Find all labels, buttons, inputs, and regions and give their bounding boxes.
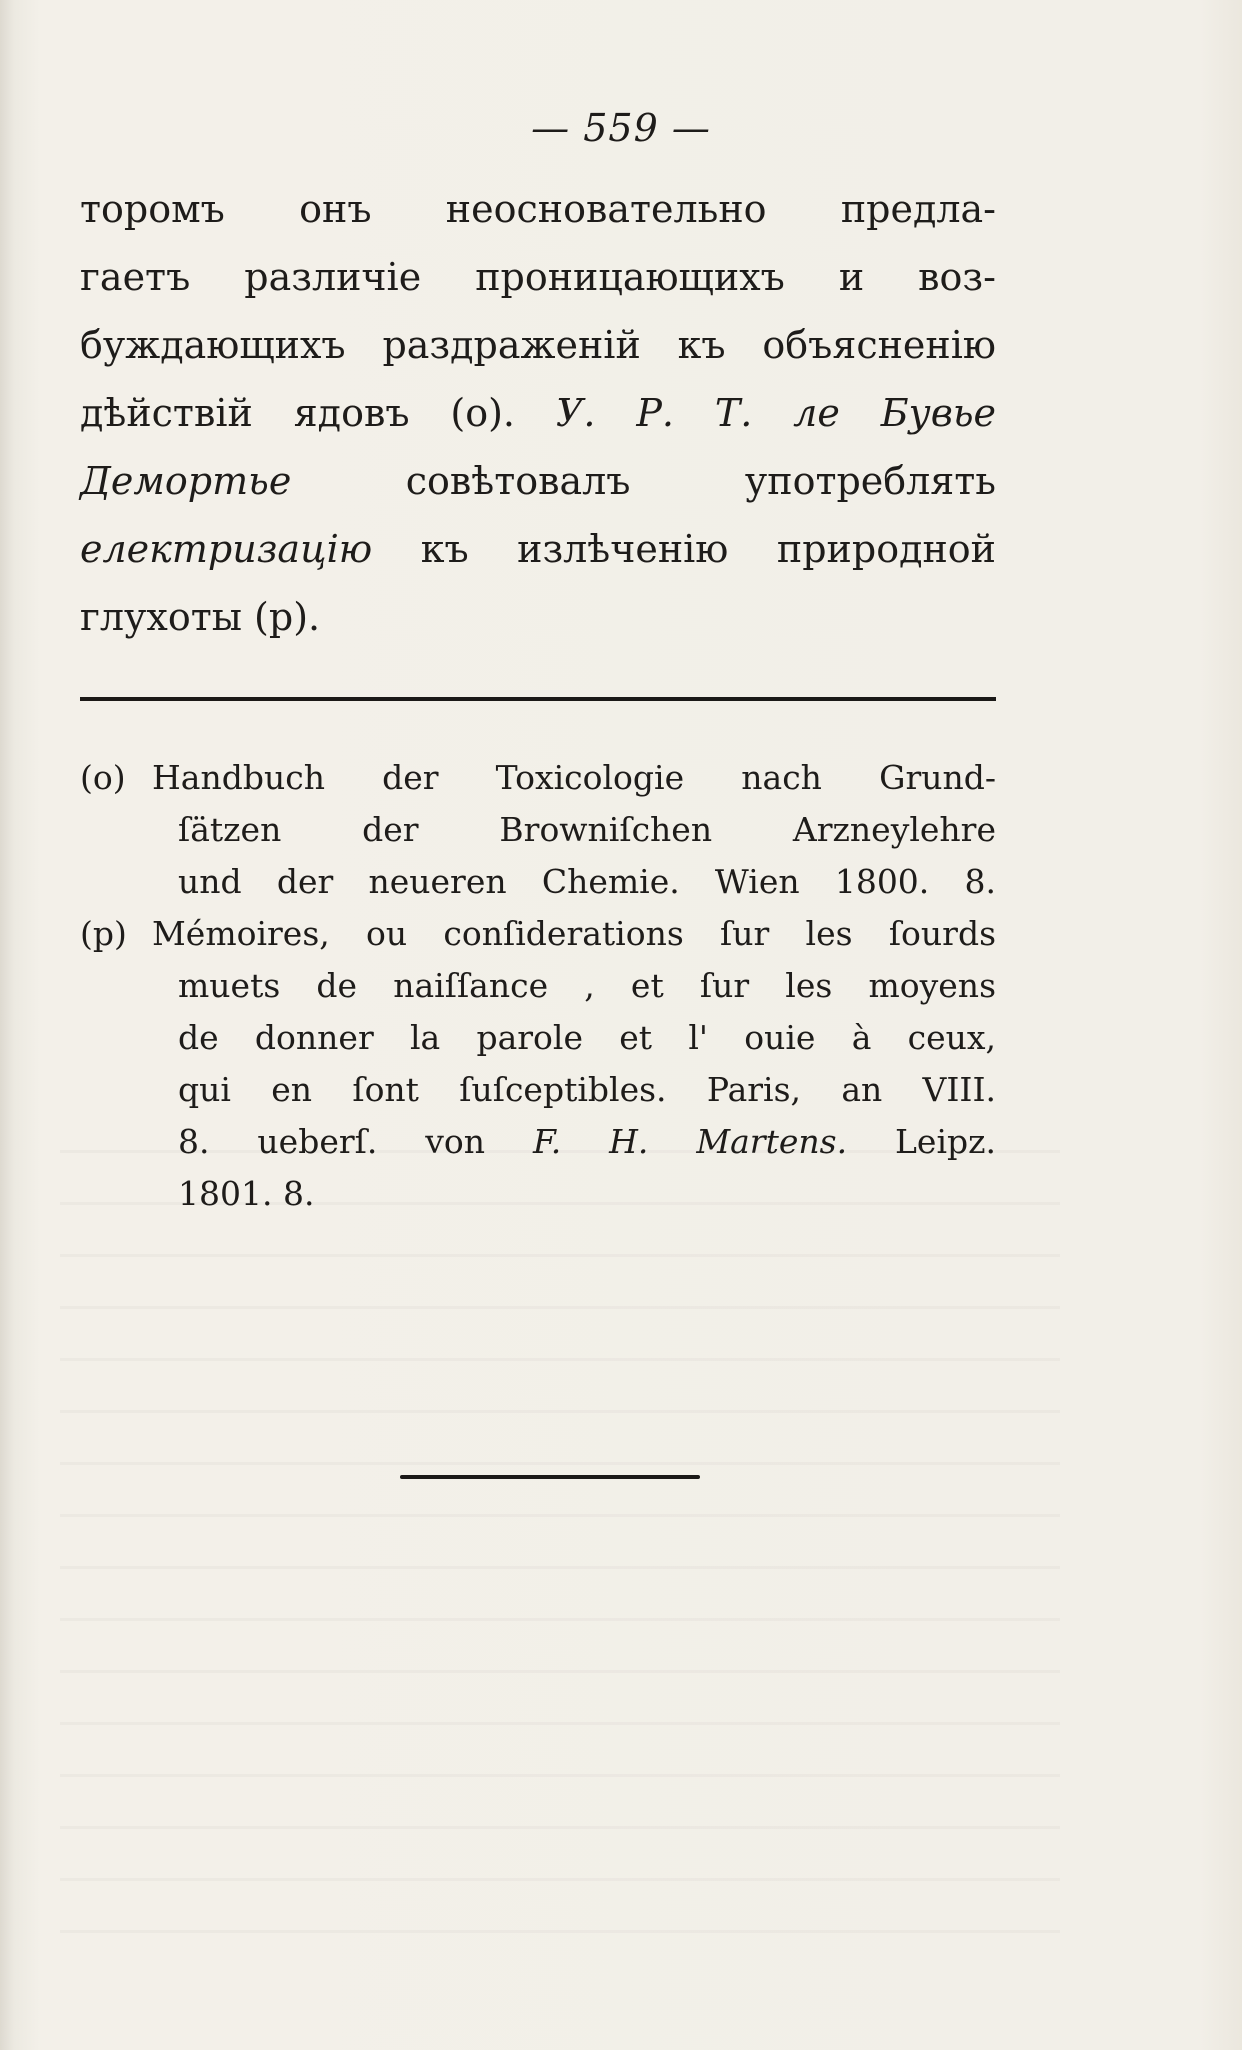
footnote-p-line-4: qui en ſont ſuſceptibles. Paris, an VIII. (178, 1070, 996, 1109)
text-line-6 (80, 515, 996, 583)
footnote-o-line-1 (80, 752, 996, 804)
text-line-7: глухоты (р). (80, 595, 321, 639)
text-line-4-author: У. Р. Т. ле Бувье (555, 391, 997, 435)
footnote-o-text-1: Handbuch der Toxicologie nach Grund- (152, 758, 996, 797)
page-number: — 559 — (531, 106, 711, 150)
text-line-4-plain: дѣйствій ядовъ (о). (80, 391, 556, 435)
footnote-p-line-5 (178, 1116, 996, 1168)
footnote-p-text-5b: Leipz. (847, 1122, 996, 1161)
footnote-o-marker: (o) (80, 758, 126, 797)
footnote-o-line-2: ſätzen der Browniſchen Arzneylehre (178, 810, 996, 849)
footnote-divider (80, 697, 996, 701)
bleed-through-texture (60, 1150, 1060, 1950)
end-ornament-rule (400, 1475, 700, 1479)
text-line-4 (80, 379, 996, 447)
text-line-3: буждающихъ раздраженій къ объясненію (80, 323, 996, 367)
text-line-6-plain: къ излѣченію природной (372, 527, 996, 571)
footnote-o-line-3: und der neueren Chemie. Wien 1800. 8. (178, 862, 996, 901)
footnote-p-line-1 (80, 908, 996, 960)
text-line-2: гаетъ различіе проницающихъ и воз- (80, 255, 996, 299)
footnote-p-line-2: muets de naiſſance , et ſur les moyens (178, 966, 996, 1005)
main-text (80, 175, 996, 651)
footnote-p-marker: (p) (80, 914, 127, 953)
footnote-p-translator: F. H. Martens. (532, 1122, 848, 1161)
text-line-5-plain: совѣтовалъ употреблять (291, 459, 996, 503)
footnote-p-text-5a: 8. ueberſ. von (178, 1122, 533, 1161)
text-line-5 (80, 447, 996, 515)
text-line-5-author: Демортье (80, 459, 292, 503)
footnotes (80, 752, 996, 1220)
footnote-p-line-3: de donner la parole et l' ouie à ceux, (178, 1018, 996, 1057)
footnote-p-text-1: Mémoires, ou conſiderations ſur les ſourds (152, 914, 996, 953)
text-line-1: торомъ онъ неосновательно предла- (80, 187, 996, 231)
text-line-6-term: електризацію (80, 527, 373, 571)
footnote-p-line-6: 1801. 8. (178, 1174, 315, 1213)
